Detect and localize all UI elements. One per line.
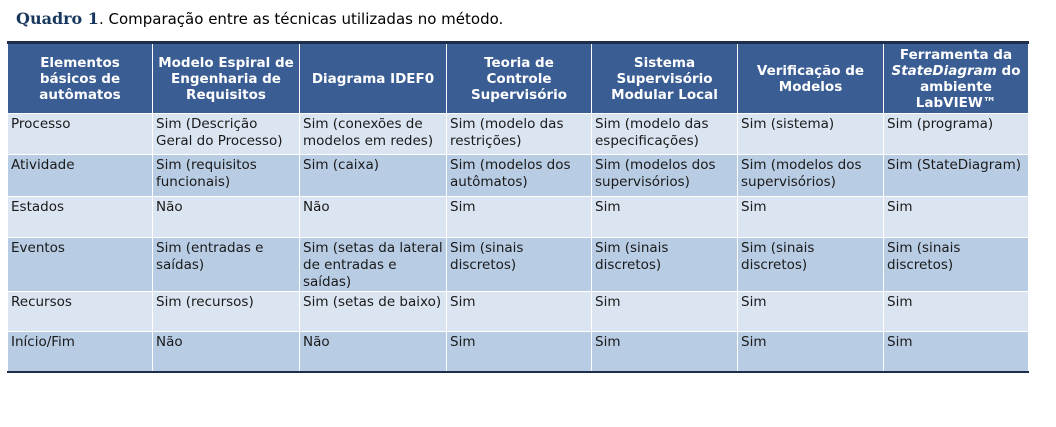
table-cell: Sim — [592, 197, 738, 238]
header-cell-elementos: Elementos básicos de autômatos — [8, 43, 153, 114]
table-row — [8, 292, 1029, 332]
table-cell: Processo — [8, 114, 153, 155]
table-cell: Recursos — [8, 292, 153, 332]
table-cell: Sim (conexões de modelos em redes) — [300, 114, 447, 155]
table-cell: Não — [153, 197, 300, 238]
table-cell: Sim (StateDiagram) — [884, 155, 1029, 197]
table-caption — [16, 9, 503, 28]
table-cell: Sim (requisitos funcionais) — [153, 155, 300, 197]
table-cell: Sim — [447, 197, 592, 238]
table-cell: Estados — [8, 197, 153, 238]
table-cell: Sim (sinais discretos) — [592, 238, 738, 292]
header-cell-idef0: Diagrama IDEF0 — [300, 43, 447, 114]
table-cell: Sim — [738, 197, 884, 238]
table-cell: Sim (caixa) — [300, 155, 447, 197]
table-cell: Sim (sistema) — [738, 114, 884, 155]
table-cell: Sim (modelos dos autômatos) — [447, 155, 592, 197]
table-cell: Sim — [884, 292, 1029, 332]
table-cell: Não — [300, 197, 447, 238]
table-cell: Atividade — [8, 155, 153, 197]
table-cell: Sim — [884, 332, 1029, 372]
table-row — [8, 114, 1029, 155]
table-cell: Sim — [884, 197, 1029, 238]
table-cell: Sim — [592, 292, 738, 332]
table-cell: Não — [153, 332, 300, 372]
table-row — [8, 238, 1029, 292]
table-cell: Sim — [447, 292, 592, 332]
table-cell: Sim (sinais discretos) — [884, 238, 1029, 292]
caption-text: . Comparação entre as técnicas utilizadas no método. — [98, 10, 504, 28]
header-cell-teoria: Teoria de Controle Supervisório — [447, 43, 592, 114]
table-cell: Sim (setas da lateral de entradas e saídas) — [300, 238, 447, 292]
table-cell: Eventos — [8, 238, 153, 292]
table-cell: Sim (sinais discretos) — [738, 238, 884, 292]
table-cell: Sim — [592, 332, 738, 372]
header-cell-ferramenta — [884, 43, 1029, 114]
header-cell-espiral: Modelo Espiral de Engenharia de Requisitos — [153, 43, 300, 114]
table-cell: Sim (recursos) — [153, 292, 300, 332]
table-cell: Sim — [447, 332, 592, 372]
table-cell: Sim (Descrição Geral do Processo) — [153, 114, 300, 155]
table-cell: Sim (modelo das especificações) — [592, 114, 738, 155]
header-ferramenta-em: StateDiagram — [891, 62, 997, 79]
header-cell-verificacao: Verificação de Modelos — [738, 43, 884, 114]
header-row — [8, 43, 1029, 114]
header-ferramenta-pre: Ferramenta da — [899, 46, 1013, 63]
table-cell: Sim (modelos dos supervisórios) — [738, 155, 884, 197]
table-cell: Sim (programa) — [884, 114, 1029, 155]
table-cell: Sim (sinais discretos) — [447, 238, 592, 292]
table-row — [8, 197, 1029, 238]
table-cell: Não — [300, 332, 447, 372]
table-cell: Sim — [738, 332, 884, 372]
table-cell: Sim (modelo das restrições) — [447, 114, 592, 155]
table-cell: Sim (setas de baixo) — [300, 292, 447, 332]
table-row — [8, 155, 1029, 197]
table-row — [8, 332, 1029, 372]
header-cell-sistema: Sistema Supervisório Modular Local — [592, 43, 738, 114]
table-cell: Início/Fim — [8, 332, 153, 372]
table-cell: Sim (modelos dos supervisórios) — [592, 155, 738, 197]
header-ferramenta-post: do ambiente LabVIEW™ — [915, 62, 1021, 111]
table-cell: Sim (entradas e saídas) — [153, 238, 300, 292]
caption-label: Quadro 1 — [16, 9, 99, 28]
comparison-table — [7, 41, 1029, 373]
table-cell: Sim — [738, 292, 884, 332]
